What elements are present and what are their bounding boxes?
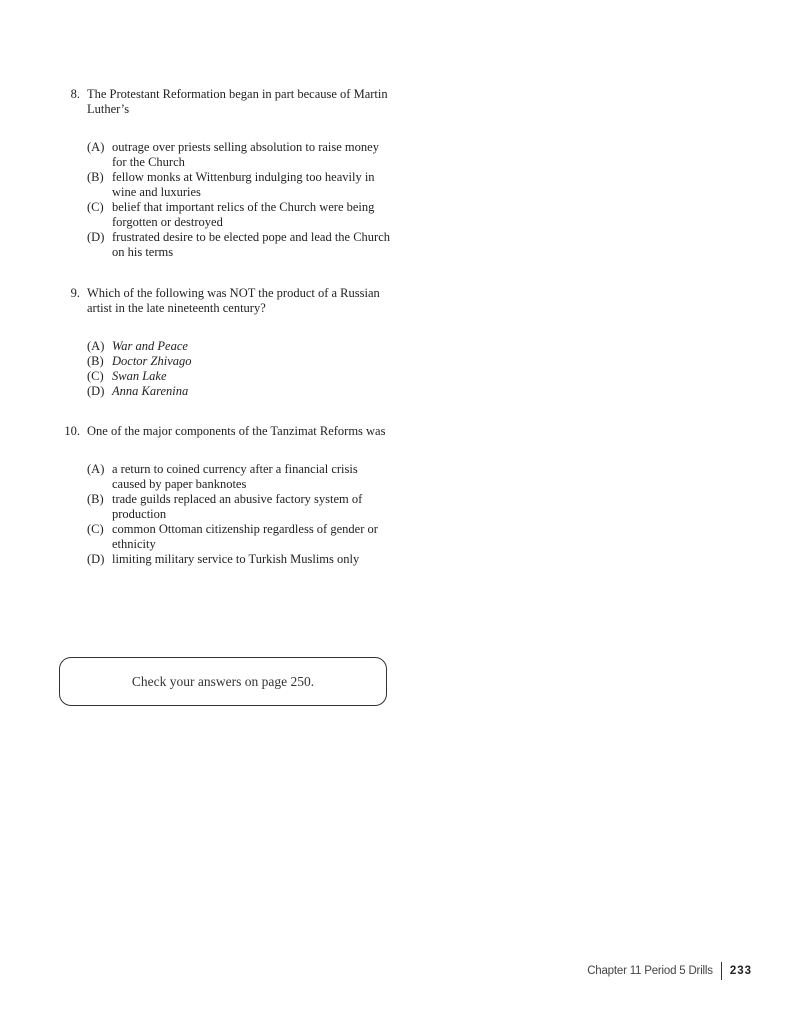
choice-letter: (C) <box>87 522 104 536</box>
choice-text: Anna Karenina <box>112 384 189 398</box>
chapter-title: Chapter 11 Period 5 Drills <box>587 965 713 977</box>
choice-c <box>87 522 390 552</box>
choice-letter: (A) <box>87 462 105 476</box>
page-number: 233 <box>729 965 752 977</box>
choice-letter: (D) <box>87 230 105 244</box>
question-text: Which of the following was NOT the product of a Russian artist in the late nineteenth century? <box>87 286 380 315</box>
question-number: 8. <box>70 87 80 101</box>
choice-text: Swan Lake <box>112 369 167 383</box>
choice-a <box>87 339 390 354</box>
choice-text: War and Peace <box>112 339 188 353</box>
question-9 <box>60 286 390 399</box>
choice-letter: (A) <box>87 339 105 353</box>
question-10 <box>60 424 390 567</box>
choice-text: limiting military service to Turkish Muslims only <box>112 552 360 566</box>
choice-text: trade guilds replaced an abusive factory system of production <box>112 492 363 521</box>
choice-text: a return to coined currency after a financial crisis caused by paper banknotes <box>112 462 358 491</box>
question-stem <box>60 87 390 117</box>
choice-letter: (A) <box>87 140 105 154</box>
answer-check-text: Check your answers on page 250. <box>131 673 315 689</box>
choice-b <box>87 492 390 522</box>
question-number: 9. <box>70 286 80 300</box>
choice-letter: (D) <box>87 552 105 566</box>
choice-a <box>87 462 390 492</box>
choice-letter: (D) <box>87 384 105 398</box>
choice-text: outrage over priests selling absolution to raise money for the Church <box>112 140 379 169</box>
choice-d <box>87 552 390 567</box>
choice-letter: (C) <box>87 200 104 214</box>
choice-letter: (B) <box>87 354 104 368</box>
choice-text: fellow monks at Wittenburg indulging too heavily in wine and luxuries <box>112 170 375 199</box>
choice-a <box>87 140 390 170</box>
question-text: One of the major components of the Tanzimat Reforms was <box>87 424 386 438</box>
choice-b <box>87 170 390 200</box>
choice-text: common Ottoman citizenship regardless of gender or ethnicity <box>112 522 378 551</box>
choice-text: frustrated desire to be elected pope and lead the Church on his terms <box>112 230 391 259</box>
question-number: 10. <box>64 424 80 438</box>
page-footer <box>587 962 752 980</box>
answer-choices <box>60 140 390 260</box>
choice-text: belief that important relics of the Church were being forgotten or destroyed <box>112 200 375 229</box>
answer-check-box <box>59 657 387 706</box>
choice-text: Doctor Zhivago <box>112 354 192 368</box>
choice-c <box>87 200 390 230</box>
question-stem <box>60 286 390 316</box>
footer-divider <box>721 962 722 980</box>
choice-d <box>87 230 390 260</box>
answer-choices <box>60 339 390 399</box>
choice-d <box>87 384 390 399</box>
choice-letter: (B) <box>87 170 104 184</box>
choice-letter: (B) <box>87 492 104 506</box>
question-text: The Protestant Reformation began in part because of Martin Luther’s <box>87 87 388 116</box>
choice-c <box>87 369 390 384</box>
answer-choices <box>60 462 390 567</box>
choice-b <box>87 354 390 369</box>
question-8 <box>60 87 390 260</box>
choice-letter: (C) <box>87 369 104 383</box>
question-stem <box>60 424 390 439</box>
